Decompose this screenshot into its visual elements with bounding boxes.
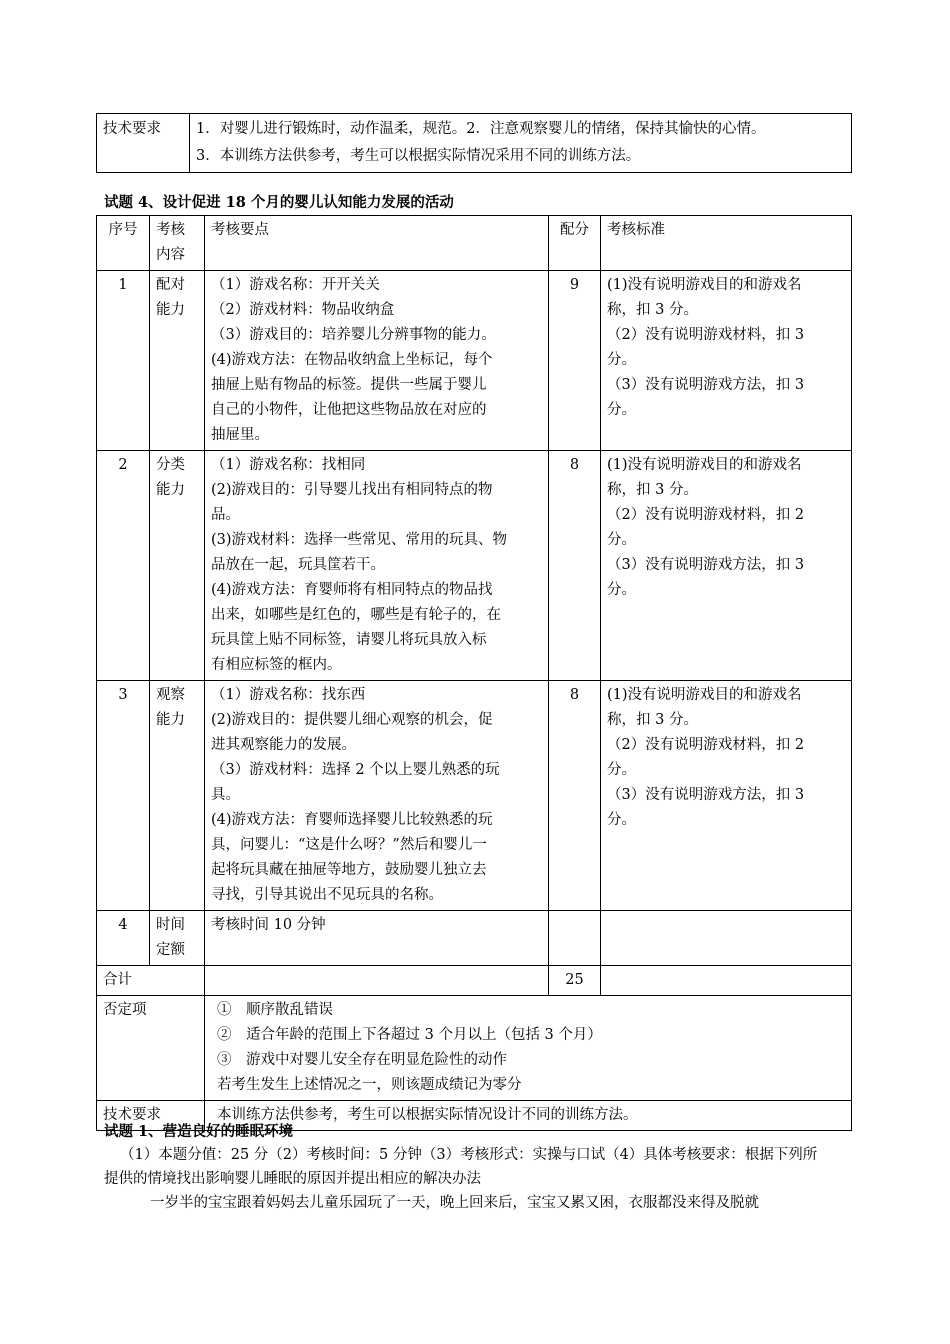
row-point-line: 考核时间 10 分钟 bbox=[211, 917, 326, 933]
top-requirements-table bbox=[96, 113, 852, 173]
total-empty-cell bbox=[205, 966, 549, 996]
row-point-line: 玩具筐上贴不同标签，请婴儿将玩具放入标 bbox=[211, 632, 487, 648]
row-content-line: 观察 bbox=[156, 687, 185, 703]
row-standard-line: （2）没有说明游戏材料，扣 2 bbox=[607, 507, 805, 523]
row-number: 3 bbox=[97, 681, 150, 911]
row-score: 9 bbox=[549, 271, 601, 451]
table-row bbox=[97, 451, 852, 681]
row-points bbox=[205, 911, 549, 966]
row-point-line: 具，问婴儿：“这是什么呀？”然后和婴儿一 bbox=[211, 837, 487, 853]
header-content-line-2: 内容 bbox=[156, 247, 185, 263]
row-standard-line: （2）没有说明游戏材料，扣 2 bbox=[607, 737, 805, 753]
row-standard-line: 分。 bbox=[607, 762, 636, 778]
header-standard: 考核标准 bbox=[601, 216, 852, 271]
row-score bbox=[549, 911, 601, 966]
row-standard-line: 分。 bbox=[607, 352, 636, 368]
tech-requirement-text bbox=[190, 114, 852, 173]
veto-line-3: ③ 游戏中对婴儿安全存在明显危险性的动作 bbox=[217, 1052, 507, 1068]
row-score: 8 bbox=[549, 681, 601, 911]
veto-line-1: ① 顺序散乱错误 bbox=[217, 1002, 333, 1018]
row-standard bbox=[601, 271, 852, 451]
header-content-line-1: 考核 bbox=[156, 222, 185, 238]
row-point-line: 有相应标签的框内。 bbox=[211, 657, 342, 673]
row-point-line: 进其观察能力的发展。 bbox=[211, 737, 356, 753]
table-body bbox=[97, 271, 852, 966]
row-standard-line: 分。 bbox=[607, 582, 636, 598]
row-point-line: 寻找，引导其说出不见玩具的名称。 bbox=[211, 887, 443, 903]
row-point-line: (4)游戏方法：育婴师将有相同特点的物品找 bbox=[211, 582, 493, 598]
row-standard-line: 分。 bbox=[607, 402, 636, 418]
veto-row bbox=[97, 996, 852, 1101]
row-content bbox=[150, 681, 205, 911]
table-header-row bbox=[97, 216, 852, 271]
row-content bbox=[150, 911, 205, 966]
tech-requirement-label: 技术要求 bbox=[97, 114, 190, 173]
row-number: 2 bbox=[97, 451, 150, 681]
row-standard bbox=[601, 451, 852, 681]
row-content-line: 配对 bbox=[156, 277, 185, 293]
row-point-line: （1）游戏名称：开开关关 bbox=[211, 277, 380, 293]
row-point-line: （1）游戏名称：找东西 bbox=[211, 687, 366, 703]
row-point-line: 起将玩具藏在抽屉等地方，鼓励婴儿独立去 bbox=[211, 862, 487, 878]
row-content-line: 能力 bbox=[156, 712, 185, 728]
row-point-line: 具。 bbox=[211, 787, 240, 803]
row-content-line: 定额 bbox=[156, 942, 185, 958]
row-standard-line: 称，扣 3 分。 bbox=[607, 302, 698, 318]
row-standard-line: (1)没有说明游戏目的和游戏名 bbox=[607, 687, 802, 703]
table-row bbox=[97, 114, 852, 173]
row-standard-line: （3）没有说明游戏方法，扣 3 bbox=[607, 787, 805, 803]
veto-line-4: 若考生发生上述情况之一，则该题成绩记为零分 bbox=[217, 1077, 522, 1093]
row-standard-line: (1)没有说明游戏目的和游戏名 bbox=[607, 457, 802, 473]
row-standard-line: 称，扣 3 分。 bbox=[607, 482, 698, 498]
row-point-line: (4)游戏方法：在物品收纳盒上坐标记，每个 bbox=[211, 352, 493, 368]
row-content-line: 能力 bbox=[156, 302, 185, 318]
table-row bbox=[97, 681, 852, 911]
row-point-line: (3)游戏材料：选择一些常见、常用的玩具、物 bbox=[211, 532, 508, 548]
total-score: 25 bbox=[549, 966, 601, 996]
section1-line-3: 一岁半的宝宝跟着妈妈去儿童乐园玩了一天，晚上回来后，宝宝又累又困，衣服都没来得及脱就 bbox=[150, 1195, 759, 1211]
total-label: 合计 bbox=[97, 966, 205, 996]
veto-items bbox=[205, 996, 852, 1101]
row-point-line: （3）游戏目的：培养婴儿分辨事物的能力。 bbox=[211, 327, 496, 343]
assessment-table bbox=[96, 215, 852, 1131]
row-points bbox=[205, 681, 549, 911]
row-number: 4 bbox=[97, 911, 150, 966]
row-standard-line: （3）没有说明游戏方法，扣 3 bbox=[607, 377, 805, 393]
tech-line-2: 3．本训练方法供参考，考生可以根据实际情况采用不同的训练方法。 bbox=[196, 148, 641, 164]
row-point-line: （3）游戏材料：选择 2 个以上婴儿熟悉的玩 bbox=[211, 762, 500, 778]
row-content bbox=[150, 271, 205, 451]
row-content-line: 能力 bbox=[156, 482, 185, 498]
section1-paragraph bbox=[104, 1143, 854, 1215]
table-row bbox=[97, 911, 852, 966]
row-points bbox=[205, 271, 549, 451]
row-standard bbox=[601, 681, 852, 911]
row-point-line: (2)游戏目的：提供婴儿细心观察的机会，促 bbox=[211, 712, 493, 728]
row-point-line: 出来，如哪些是红色的，哪些是有轮子的，在 bbox=[211, 607, 501, 623]
section1-title: 试题 1、营造良好的睡眠环境 bbox=[104, 1123, 294, 1140]
tech-line-1: 1．对婴儿进行锻炼时，动作温柔，规范。2．注意观察婴儿的情绪，保持其愉快的心情。 bbox=[196, 121, 766, 137]
table-row bbox=[97, 271, 852, 451]
row-content-line: 分类 bbox=[156, 457, 185, 473]
section1-line-2: 提供的情境找出影响婴儿睡眠的原因并提出相应的解决办法 bbox=[104, 1171, 481, 1187]
total-standard-empty bbox=[601, 966, 852, 996]
row-point-line: 品放在一起，玩具筐若干。 bbox=[211, 557, 385, 573]
row-standard-line: （2）没有说明游戏材料，扣 3 bbox=[607, 327, 805, 343]
row-point-line: 自己的小物件，让他把这些物品放在对应的 bbox=[211, 402, 487, 418]
row-standard-line: 分。 bbox=[607, 812, 636, 828]
row-point-line: 品。 bbox=[211, 507, 240, 523]
row-point-line: (2)游戏目的：引导婴儿找出有相同特点的物 bbox=[211, 482, 493, 498]
row-standard-line: (1)没有说明游戏目的和游戏名 bbox=[607, 277, 802, 293]
header-score: 配分 bbox=[549, 216, 601, 271]
tech-label: 技术要求 bbox=[97, 1101, 205, 1131]
total-row bbox=[97, 966, 852, 996]
section1-line-1: （1）本题分值：25 分（2）考核时间：5 分钟（3）考核形式：实操与口试（4）具体考核要求：根据下列所 bbox=[120, 1147, 818, 1163]
veto-label: 否定项 bbox=[97, 996, 205, 1101]
row-standard bbox=[601, 911, 852, 966]
header-points: 考核要点 bbox=[205, 216, 549, 271]
row-points bbox=[205, 451, 549, 681]
row-standard-line: （3）没有说明游戏方法，扣 3 bbox=[607, 557, 805, 573]
row-point-line: 抽屉里。 bbox=[211, 427, 269, 443]
row-point-line: (4)游戏方法：育婴师选择婴儿比较熟悉的玩 bbox=[211, 812, 493, 828]
row-point-line: （1）游戏名称：找相同 bbox=[211, 457, 366, 473]
header-content bbox=[150, 216, 205, 271]
section4-title: 试题 4、设计促进 18 个月的婴儿认知能力发展的活动 bbox=[104, 194, 454, 211]
header-no: 序号 bbox=[97, 216, 150, 271]
row-content bbox=[150, 451, 205, 681]
row-standard-line: 分。 bbox=[607, 532, 636, 548]
tech-text: 本训练方法供参考，考生可以根据实际情况设计不同的训练方法。 bbox=[205, 1101, 852, 1131]
row-number: 1 bbox=[97, 271, 150, 451]
row-point-line: （2）游戏材料：物品收纳盒 bbox=[211, 302, 395, 318]
row-score: 8 bbox=[549, 451, 601, 681]
row-standard-line: 称，扣 3 分。 bbox=[607, 712, 698, 728]
veto-line-2: ② 适合年龄的范围上下各超过 3 个月以上（包括 3 个月） bbox=[217, 1027, 602, 1043]
row-point-line: 抽屉上贴有物品的标签。提供一些属于婴儿 bbox=[211, 377, 487, 393]
row-content-line: 时间 bbox=[156, 917, 185, 933]
